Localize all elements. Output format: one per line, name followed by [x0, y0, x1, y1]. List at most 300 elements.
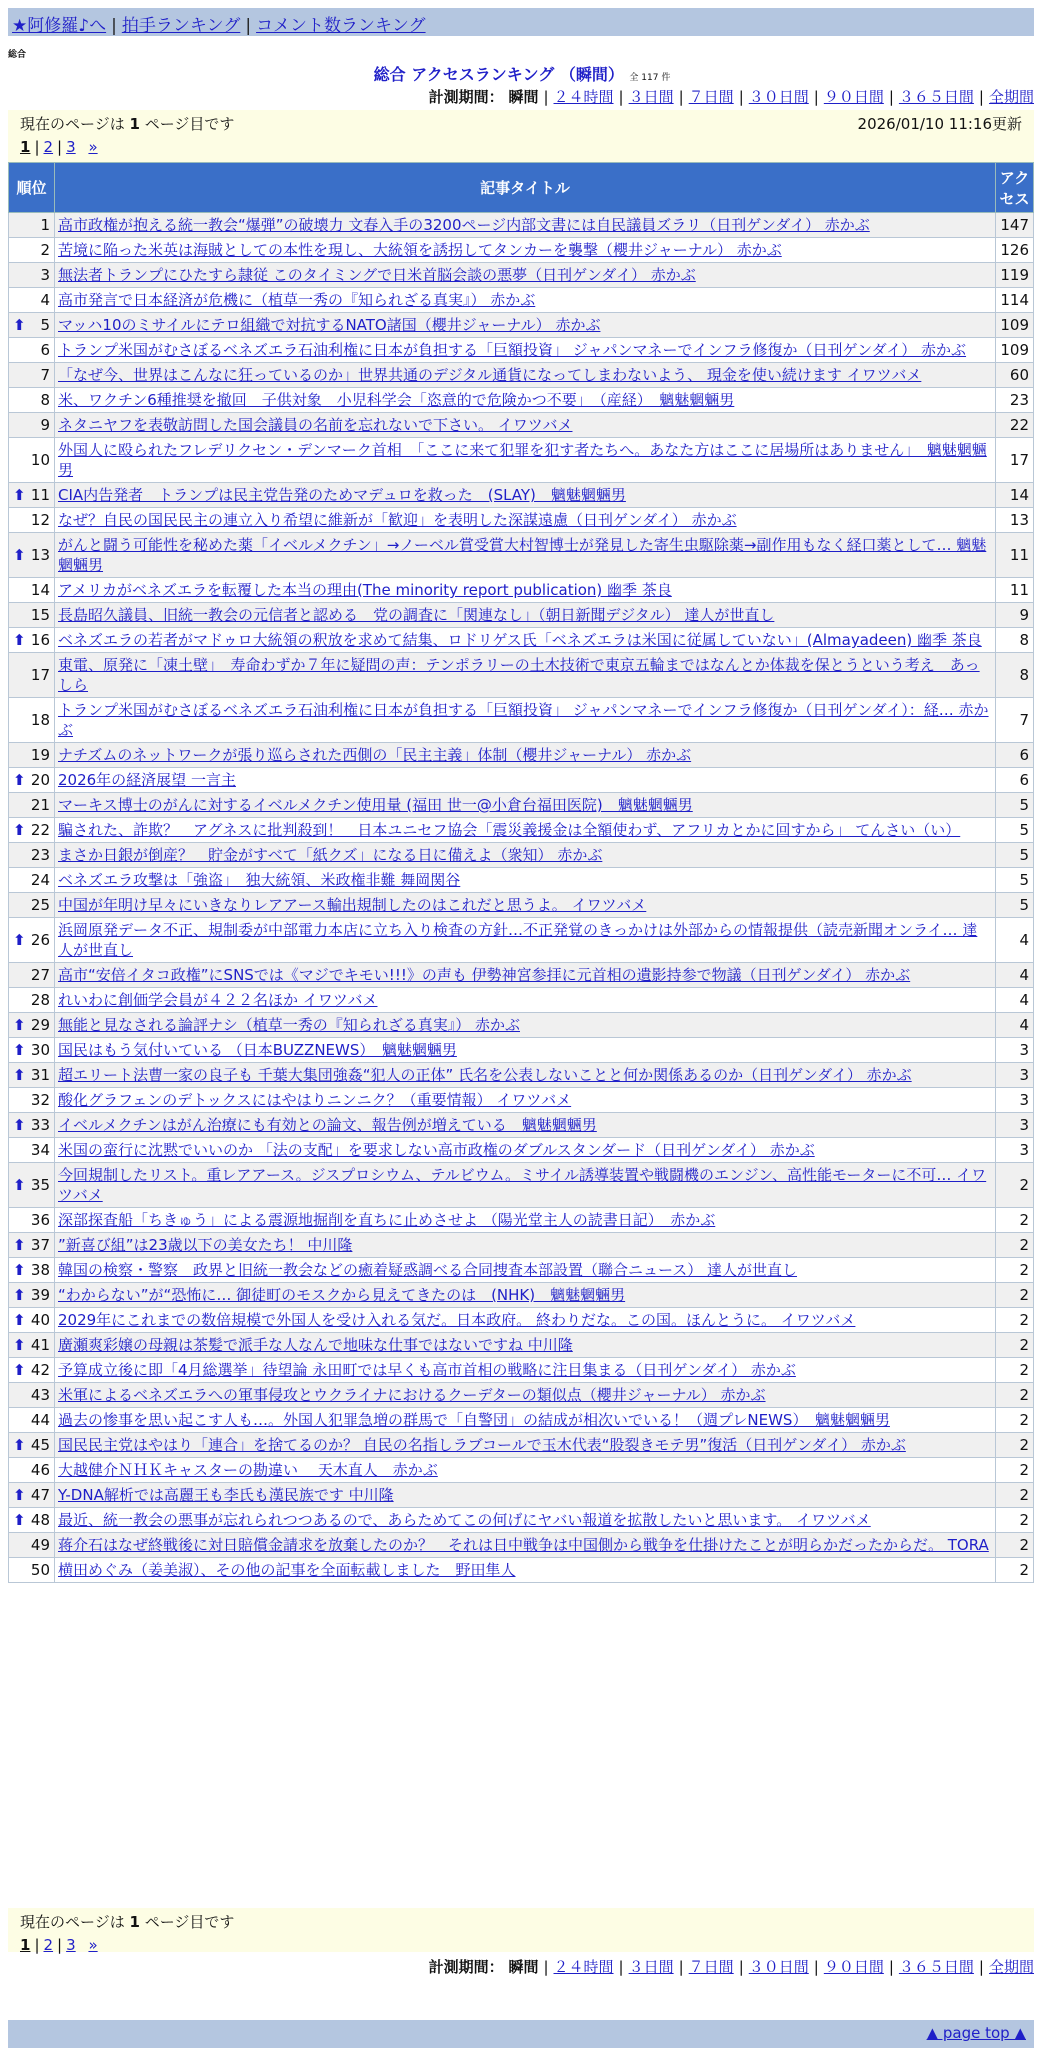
- article-link[interactable]: ”新喜び組”は23歳以下の美女たち！ 中川隆: [58, 1236, 353, 1254]
- title-cell: [55, 1558, 996, 1583]
- title-cell: [55, 338, 996, 363]
- rank-number: 18: [30, 711, 50, 729]
- title-cell: [55, 1283, 996, 1308]
- title-cell: [55, 313, 996, 338]
- title-cell: [55, 363, 996, 388]
- page-title: 総合 アクセスランキング （瞬間）: [373, 65, 624, 84]
- rank-cell: [9, 1088, 55, 1113]
- access-count: 2: [996, 1533, 1034, 1558]
- title-cell: [55, 843, 996, 868]
- access-count: 119: [996, 263, 1034, 288]
- table-row: [9, 1088, 1034, 1113]
- rank-number: 23: [30, 846, 50, 864]
- rank-number: 12: [30, 511, 50, 529]
- rank-cell: [9, 288, 55, 313]
- rank-cell: [9, 313, 55, 338]
- title-cell: [55, 918, 996, 963]
- rank-number: 45: [30, 1436, 50, 1454]
- pager-page-3[interactable]: 3: [66, 138, 76, 156]
- title-cell: [55, 1308, 996, 1333]
- rank-number: 48: [30, 1511, 50, 1529]
- rank-number: 11: [30, 486, 50, 504]
- title-cell: [55, 1088, 996, 1113]
- article-link[interactable]: 予算成立後に即「4月総選挙」待望論 永田町では早くも高市首相の戦略に注目集まる（日刊ゲンダイ） 赤かぶ: [58, 1361, 796, 1379]
- title-cell: [55, 1458, 996, 1483]
- title-cell: [55, 1533, 996, 1558]
- article-link[interactable]: 高市“安倍イタコ政権”にSNSでは《マジでキモい!!!》の声も 伊勢神宮参拝に元首相の遺影持参で物議（日刊ゲンダイ） 赤かぶ: [58, 966, 911, 984]
- total-count: 全 117 件: [629, 73, 671, 83]
- rank-cell: [9, 988, 55, 1013]
- nav-separator: |: [111, 16, 117, 36]
- page-title-block: [0, 62, 1044, 85]
- article-link[interactable]: 過去の惨事を思い起こす人も…。外国人犯罪急増の群馬で「自警団」の結成が相次いでいる！（週プレNEWS） 魑魅魍魎男: [58, 1411, 890, 1429]
- access-count: 4: [996, 918, 1034, 963]
- access-count: 4: [996, 1013, 1034, 1038]
- title-cell: [55, 288, 996, 313]
- rank-up-arrow-icon: ⬆: [13, 1511, 26, 1529]
- access-count: 2: [996, 1508, 1034, 1533]
- period-all-link[interactable]: 全期間: [988, 88, 1034, 106]
- rank-up-arrow-icon: ⬆: [13, 1236, 26, 1254]
- table-row: [9, 388, 1034, 413]
- article-link[interactable]: 浜岡原発データ不正、規制委が中部電力本店に立ち入り検査の方針…不正発覚のきっかけは外部からの情報提供（読売新聞オンライ… 達人が世直し: [58, 921, 978, 959]
- rank-number: 39: [30, 1286, 50, 1304]
- table-row: [9, 1208, 1034, 1233]
- rank-number: 6: [40, 341, 50, 359]
- rank-up-arrow-icon: ⬆: [13, 1116, 26, 1134]
- title-cell: [55, 628, 996, 653]
- access-count: 2: [996, 1358, 1034, 1383]
- access-count: 3: [996, 1138, 1034, 1163]
- period-selector-top: 計測期間： 瞬間 | ２４時間 | ３日間 | ７日間 | ３０日間 | ９０日間 | ３６５日間 | 全期間: [428, 88, 1034, 106]
- table-row: [9, 1163, 1034, 1208]
- period-7d-link[interactable]: ７日間: [688, 1958, 734, 1976]
- rank-number: 35: [30, 1176, 50, 1194]
- rank-cell: [9, 1258, 55, 1283]
- table-row: [9, 438, 1034, 483]
- rank-number: 24: [30, 871, 50, 889]
- current-page-text: 現在のページは 1 ページ目です: [20, 115, 235, 133]
- pager-page-2[interactable]: 2: [43, 138, 54, 156]
- table-row: [9, 768, 1034, 793]
- rank-number: 44: [30, 1411, 50, 1429]
- rank-number: 20: [30, 771, 50, 789]
- pager-top: 1 | 2 | 3 »: [20, 138, 98, 156]
- rank-number: 14: [30, 581, 50, 599]
- access-count: 8: [996, 628, 1034, 653]
- title-cell: [55, 1233, 996, 1258]
- rank-cell: [9, 743, 55, 768]
- rank-up-arrow-icon: ⬆: [13, 1486, 26, 1504]
- rank-cell: [9, 1113, 55, 1138]
- rank-cell: [9, 438, 55, 483]
- rank-cell: [9, 918, 55, 963]
- rank-number: 37: [30, 1236, 50, 1254]
- article-link[interactable]: 中国が年明け早々にいきなりレアアース輸出規制したのはこれだと思うよ。 イワツバメ: [58, 896, 647, 914]
- article-link[interactable]: トランプ米国がむさぼるベネズエラ石油利権に日本が負担する「巨額投資」 ジャパンマネーでインフラ修復か（日刊ゲンダイ）：経… 赤かぶ: [58, 701, 989, 739]
- title-cell: [55, 483, 996, 508]
- article-link[interactable]: 廣瀬爽彩嬢の母親は茶髪で派手な人なんで地味な仕事ではないですね 中川隆: [58, 1336, 573, 1354]
- article-link[interactable]: 酸化グラフェンのデトックスにはやはりニンニク？（重要情報） イワツバメ: [58, 1091, 572, 1109]
- rank-cell: [9, 388, 55, 413]
- rank-cell: [9, 1138, 55, 1163]
- access-count: 7: [996, 698, 1034, 743]
- period-90d-link[interactable]: ９０日間: [823, 1958, 884, 1976]
- rank-cell: [9, 413, 55, 438]
- rank-up-arrow-icon: ⬆: [13, 771, 26, 789]
- rank-up-arrow-icon: ⬆: [13, 1286, 26, 1304]
- table-row: [9, 338, 1034, 363]
- article-link[interactable]: 国民民主党はやはり「連合」を捨てるのか？ 自民の名指しラブコールで玉木代表“股裂きモテ男”復活（日刊ゲンダイ） 赤かぶ: [58, 1436, 906, 1454]
- table-row: [9, 1138, 1034, 1163]
- article-link[interactable]: 長島昭久議員、旧統一教会の元信者と認める 党の調査に「関連なし」（朝日新聞デジタル） 達人が世直し: [58, 606, 775, 624]
- article-link[interactable]: 深部探査船「ちきゅう」による震源地掘削を直ちに止めさせよ （陽光堂主人の読書日記） 赤かぶ: [58, 1211, 716, 1229]
- article-link[interactable]: 東電、原発に「凍土壁」 寿命わずか７年に疑問の声：テンポラリーの土木技術で東京五輪まではなんとか体裁を保とうという考え あっしら: [58, 656, 980, 694]
- table-row: [9, 508, 1034, 533]
- access-count: 6: [996, 768, 1034, 793]
- title-cell: [55, 508, 996, 533]
- rank-number: 46: [30, 1461, 50, 1479]
- rank-number: 5: [40, 316, 50, 334]
- rank-cell: [9, 963, 55, 988]
- title-cell: [55, 413, 996, 438]
- article-link[interactable]: 高市政権が抱える統一教会“爆弾”の破壊力 文春入手の3200ページ内部文書には自民議員ズラリ（日刊ゲンダイ） 赤かぶ: [58, 216, 870, 234]
- table-row: [9, 1013, 1034, 1038]
- article-link[interactable]: “わからない”が“恐怖に… 御徒町のモスクから見えてきたのは (NHK) 魑魅魍魎男: [58, 1286, 626, 1304]
- rank-number: 13: [30, 546, 50, 564]
- access-count: 3: [996, 1038, 1034, 1063]
- access-count: 5: [996, 893, 1034, 918]
- rank-number: 7: [40, 366, 50, 384]
- period-24h-link[interactable]: ２４時間: [553, 1958, 614, 1976]
- access-count: 147: [996, 213, 1034, 238]
- title-cell: [55, 438, 996, 483]
- table-row: [9, 1358, 1034, 1383]
- table-row: [9, 1533, 1034, 1558]
- access-count: 5: [996, 793, 1034, 818]
- title-cell: [55, 768, 996, 793]
- title-cell: [55, 388, 996, 413]
- article-link[interactable]: 最近、統一教会の悪事が忘れられつつあるので、あらためてこの何げにヤバい報道を拡散したいと思います。 イワツバメ: [58, 1511, 871, 1529]
- title-cell: [55, 1383, 996, 1408]
- rank-cell: [9, 868, 55, 893]
- rank-number: 30: [30, 1041, 50, 1059]
- rank-header: 順位: [9, 163, 55, 213]
- article-link[interactable]: ネタニヤフを表敬訪問した国会議員の名前を忘れないで下さい。 イワツバメ: [58, 416, 573, 434]
- title-cell: [55, 698, 996, 743]
- article-link[interactable]: 無法者トランプにひたすら隷従 このタイミングで日米首脳会談の悪夢（日刊ゲンダイ） 赤かぶ: [58, 266, 696, 284]
- period-30d-link[interactable]: ３０日間: [748, 88, 809, 106]
- access-count: 2: [996, 1483, 1034, 1508]
- article-link[interactable]: マッハ10のミサイルにテロ組織で対抗するNATO諸国（櫻井ジャーナル） 赤かぶ: [58, 316, 601, 334]
- table-row: [9, 533, 1034, 578]
- article-link[interactable]: 無能と見なされる論評ナシ（植草一秀の『知られざる真実』） 赤かぶ: [58, 1016, 520, 1034]
- page-info-top: [8, 110, 1034, 162]
- title-cell: [55, 1063, 996, 1088]
- article-link[interactable]: 横田めぐみ（姜美淑）、その他の記事を全面転載しました 野田隼人: [58, 1561, 516, 1579]
- rank-cell: [9, 1333, 55, 1358]
- rank-number: 21: [30, 796, 50, 814]
- rank-number: 8: [40, 391, 50, 409]
- rank-cell: [9, 768, 55, 793]
- table-row: [9, 793, 1034, 818]
- title-cell: [55, 1333, 996, 1358]
- rank-number: 15: [30, 606, 50, 624]
- article-link[interactable]: がんと闘う可能性を秘めた薬「イベルメクチン」→ノーベル賞受賞大村智博士が発見した寄生虫駆除薬→副作用もなく経口薬として… 魑魅魍魎男: [58, 536, 987, 574]
- article-link[interactable]: 超エリート法曹一家の良子も 千葉大集団強姦“犯人の正体” 氏名を公表しないことと何か関係あるのか（日刊ゲンダイ） 赤かぶ: [58, 1066, 912, 1084]
- access-count: 4: [996, 963, 1034, 988]
- nav-comment-ranking-link[interactable]: コメント数ランキング: [256, 16, 426, 36]
- article-link[interactable]: アメリカがベネズエラを転覆した本当の理由(The minority report publication) 幽季 茶良: [58, 581, 672, 599]
- rank-number: 50: [30, 1561, 50, 1579]
- rank-cell: [9, 238, 55, 263]
- access-count: 22: [996, 413, 1034, 438]
- nav-asyura-home-link[interactable]: ★阿修羅♪へ: [12, 16, 107, 36]
- table-row: [9, 988, 1034, 1013]
- article-link[interactable]: 米、ワクチン6種推奨を撤回 子供対象 小児科学会「恣意的で危険かつ不要」 （産経） 魑魅魍魎男: [58, 391, 735, 409]
- access-count: 11: [996, 533, 1034, 578]
- nav-applause-ranking-link[interactable]: 拍手ランキング: [121, 16, 241, 36]
- rank-cell: [9, 1433, 55, 1458]
- rank-up-arrow-icon: ⬆: [13, 1016, 26, 1034]
- rank-cell: [9, 533, 55, 578]
- period-7d-link[interactable]: ７日間: [688, 88, 734, 106]
- rank-number: 10: [30, 451, 50, 469]
- article-link[interactable]: 米国の蛮行に沈黙でいいのか 「法の支配」を要求しない高市政権のダブルスタンダード（日刊ゲンダイ） 赤かぶ: [58, 1141, 815, 1159]
- access-count: 13: [996, 508, 1034, 533]
- pager-next[interactable]: »: [88, 138, 98, 156]
- rank-cell: [9, 843, 55, 868]
- title-cell: [55, 533, 996, 578]
- article-link[interactable]: なぜ？自民の国民民主の連立入り希望に維新が「歓迎」を表明した深謀遠慮（日刊ゲンダイ） 赤かぶ: [58, 511, 737, 529]
- table-row: [9, 1383, 1034, 1408]
- access-count: 3: [996, 1113, 1034, 1138]
- category-label: 総合: [8, 50, 27, 60]
- rank-number: 3: [40, 266, 50, 284]
- period-3d-link[interactable]: ３日間: [628, 88, 674, 106]
- title-cell: [55, 1138, 996, 1163]
- article-link[interactable]: 今回規制したリスト。重レアアース。ジスプロシウム、テルビウム。ミサイル誘導装置や戦闘機のエンジン、高性能モーターに不可… イワツバメ: [58, 1166, 987, 1204]
- rank-up-arrow-icon: ⬆: [13, 1336, 26, 1354]
- access-count: 3: [996, 1088, 1034, 1113]
- rank-number: 29: [30, 1016, 50, 1034]
- access-count: 2: [996, 1308, 1034, 1333]
- table-row: [9, 628, 1034, 653]
- title-cell: [55, 1358, 996, 1383]
- access-count: 11: [996, 578, 1034, 603]
- rank-cell: [9, 603, 55, 628]
- title-cell: [55, 1013, 996, 1038]
- rank-cell: [9, 1013, 55, 1038]
- rank-cell: [9, 1283, 55, 1308]
- article-link[interactable]: 米軍によるベネズエラへの軍事侵攻とウクライナにおけるクーデターの類似点（櫻井ジャーナル） 赤かぶ: [58, 1386, 766, 1404]
- table-row: [9, 1283, 1034, 1308]
- access-count: 5: [996, 868, 1034, 893]
- table-row: [9, 1233, 1034, 1258]
- rank-up-arrow-icon: ⬆: [13, 316, 26, 334]
- title-cell: [55, 1208, 996, 1233]
- rank-number: 43: [30, 1386, 50, 1404]
- rank-number: 31: [30, 1066, 50, 1084]
- access-count: 2: [996, 1558, 1034, 1583]
- table-row: [9, 1038, 1034, 1063]
- rank-cell: [9, 263, 55, 288]
- rank-cell: [9, 1233, 55, 1258]
- access-count: 5: [996, 818, 1034, 843]
- table-row: [9, 313, 1034, 338]
- rank-number: 2: [40, 241, 50, 259]
- rank-number: 25: [30, 896, 50, 914]
- top-nav-bar: [8, 8, 1034, 36]
- pager-page-3[interactable]: 3: [66, 1936, 76, 1954]
- period-3d-link[interactable]: ３日間: [628, 1958, 674, 1976]
- rank-number: 26: [30, 931, 50, 949]
- access-count: 3: [996, 1063, 1034, 1088]
- updated-timestamp: 2026/01/10 11:16更新: [857, 115, 1022, 133]
- period-365d-link[interactable]: ３６５日間: [898, 1958, 974, 1976]
- access-count: 8: [996, 653, 1034, 698]
- rank-cell: [9, 483, 55, 508]
- article-link[interactable]: 韓国の検察・警察 政界と旧統一教会などの癒着疑惑調べる合同捜査本部設置（聯合ニュース） 達人が世直し: [58, 1261, 798, 1279]
- rank-cell: [9, 698, 55, 743]
- period-label: 計測期間：: [428, 88, 504, 106]
- pager-next[interactable]: »: [88, 1936, 98, 1954]
- table-row: [9, 653, 1034, 698]
- rank-cell: [9, 1038, 55, 1063]
- table-row: [9, 363, 1034, 388]
- table-row: [9, 603, 1034, 628]
- rank-number: 40: [30, 1311, 50, 1329]
- ranking-table: [8, 162, 1034, 1583]
- article-link[interactable]: 蒋介石はなぜ終戦後に対日賠償金請求を放棄したのか？ それは日中戦争は中国側から戦争を仕掛けたことが明らかだったからだ。 TORA: [58, 1536, 989, 1554]
- article-link[interactable]: イベルメクチンはがん治療にも有効との論文、報告例が増えている 魑魅魍魎男: [58, 1116, 597, 1134]
- rank-cell: [9, 1508, 55, 1533]
- table-row: [9, 578, 1034, 603]
- access-count: 2: [996, 1408, 1034, 1433]
- rank-cell: [9, 1558, 55, 1583]
- article-link[interactable]: ナチズムのネットワークが張り巡らされた西側の「民主主義」体制（櫻井ジャーナル） 赤かぶ: [58, 746, 692, 764]
- title-cell: [55, 238, 996, 263]
- period-current: 瞬間: [508, 88, 539, 106]
- table-row: [9, 288, 1034, 313]
- rank-up-arrow-icon: ⬆: [13, 931, 26, 949]
- table-row: [9, 743, 1034, 768]
- access-count: 2: [996, 1433, 1034, 1458]
- article-link[interactable]: Y-DNA解析では高麗王も李氏も漢民族です 中川隆: [58, 1486, 394, 1504]
- access-count: 2: [996, 1383, 1034, 1408]
- rank-number: 33: [30, 1116, 50, 1134]
- period-24h-link[interactable]: ２４時間: [553, 88, 614, 106]
- period-selector-bottom: 計測期間： 瞬間 | ２４時間 | ３日間 | ７日間 | ３０日間 | ９０日間 | ３６５日間 | 全期間: [428, 1958, 1034, 1976]
- article-link[interactable]: ベネズエラの若者がマドゥロ大統領の釈放を求めて結集、ロドリゲス氏「ベネズエラは米国に従属していない」(Almayadeen) 幽季 茶良: [58, 631, 982, 649]
- rank-up-arrow-icon: ⬆: [13, 1066, 26, 1084]
- article-link[interactable]: 大越健介ＮＨＫキャスターの勘違い 天木直人 赤かぶ: [58, 1461, 438, 1479]
- title-cell: [55, 1483, 996, 1508]
- table-row: [9, 918, 1034, 963]
- table-row: [9, 818, 1034, 843]
- article-link[interactable]: 「なぜ今、世界はこんなに狂っているのか」世界共通のデジタル通貨になってしまわないよう、 現金を使い続けます イワツバメ: [58, 366, 922, 384]
- rank-cell: [9, 578, 55, 603]
- title-cell: [55, 1113, 996, 1138]
- article-link[interactable]: CIA内告発者 トランプは民主党告発のためマデュロを救った (SLAY) 魑魅魍魎男: [58, 486, 626, 504]
- rank-number: 47: [30, 1486, 50, 1504]
- period-label: 計測期間：: [428, 1958, 504, 1976]
- table-row: [9, 1408, 1034, 1433]
- rank-cell: [9, 1483, 55, 1508]
- article-link[interactable]: 高市発言で日本経済が危機に（植草一秀の『知られざる真実』） 赤かぶ: [58, 291, 536, 309]
- rank-cell: [9, 1383, 55, 1408]
- access-count: 109: [996, 313, 1034, 338]
- access-count: 14: [996, 483, 1034, 508]
- article-link[interactable]: 外国人に殴られたフレデリクセン・デンマーク首相 「ここに来て犯罪を犯す者たちへ。あなた方はここに居場所はありません」 魑魅魍魎男: [58, 441, 987, 479]
- rank-up-arrow-icon: ⬆: [13, 1436, 26, 1454]
- access-count: 6: [996, 743, 1034, 768]
- rank-up-arrow-icon: ⬆: [13, 1311, 26, 1329]
- period-current: 瞬間: [508, 1958, 539, 1976]
- table-row: [9, 238, 1034, 263]
- title-cell: [55, 1038, 996, 1063]
- access-count: 2: [996, 1258, 1034, 1283]
- rank-cell: [9, 1533, 55, 1558]
- rank-up-arrow-icon: ⬆: [13, 1361, 26, 1379]
- ranking-rows: [9, 213, 1034, 1583]
- access-count: 23: [996, 388, 1034, 413]
- rank-cell: [9, 1408, 55, 1433]
- article-link[interactable]: マーキス博士のがんに対するイベルメクチン使用量 (福田 世一@小倉台福田医院) 魑魅魍魎男: [58, 796, 693, 814]
- title-cell: [55, 1258, 996, 1283]
- article-link[interactable]: ベネズエラ攻撃は「強盗」 独大統領、米政権非難 舞岡関谷: [58, 871, 461, 889]
- access-count: 4: [996, 988, 1034, 1013]
- title-cell: [55, 818, 996, 843]
- article-link[interactable]: 国民はもう気付いている （日本BUZZNEWS） 魑魅魍魎男: [58, 1041, 457, 1059]
- table-row: [9, 1258, 1034, 1283]
- table-row: [9, 1113, 1034, 1138]
- rank-number: 38: [30, 1261, 50, 1279]
- article-link[interactable]: 2026年の経済展望 一言主: [58, 771, 236, 789]
- rank-number: 19: [30, 746, 50, 764]
- title-cell: [55, 263, 996, 288]
- rank-cell: [9, 1063, 55, 1088]
- period-90d-link[interactable]: ９０日間: [823, 88, 884, 106]
- rank-number: 32: [30, 1091, 50, 1109]
- rank-up-arrow-icon: ⬆: [13, 821, 26, 839]
- title-cell: [55, 603, 996, 628]
- period-all-link[interactable]: 全期間: [988, 1958, 1034, 1976]
- rank-up-arrow-icon: ⬆: [13, 1041, 26, 1059]
- article-link[interactable]: まさか日銀が倒産？ 貯金がすべて「紙クズ」になる日に備えよ（衆知） 赤かぶ: [58, 846, 603, 864]
- period-30d-link[interactable]: ３０日間: [748, 1958, 809, 1976]
- period-365d-link[interactable]: ３６５日間: [898, 88, 974, 106]
- table-row: [9, 698, 1034, 743]
- title-cell: [55, 1433, 996, 1458]
- table-row: [9, 868, 1034, 893]
- article-link[interactable]: 2029年にこれまでの数倍規模で外国人を受け入れる気だ。日本政府。 終わりだな。この国。ほんとうに。 イワツバメ: [58, 1311, 856, 1329]
- rank-number: 1: [40, 216, 50, 234]
- access-count: 5: [996, 843, 1034, 868]
- rank-number: 9: [40, 416, 50, 434]
- rank-cell: [9, 653, 55, 698]
- article-link[interactable]: 騙された、詐欺？ アグネスに批判殺到！ 日本ユニセフ協会「震災義援金は全額使わず、アフリカとかに回すから」 てんさい（い）: [58, 821, 961, 839]
- article-link[interactable]: トランプ米国がむさぼるベネズエラ石油利権に日本が負担する「巨額投資」 ジャパンマネーでインフラ修復か（日刊ゲンダイ） 赤かぶ: [58, 341, 967, 359]
- article-link[interactable]: 苦境に陥った米英は海賊としての本性を現し、大統領を誘拐してタンカーを襲撃（櫻井ジャーナル） 赤かぶ: [58, 241, 782, 259]
- article-link[interactable]: れいわに創価学会員が４２２名ほか イワツバメ: [58, 991, 378, 1009]
- access-count: 114: [996, 288, 1034, 313]
- page-top-link[interactable]: ▲ page top ▲: [926, 2024, 1026, 2042]
- access-count: 2: [996, 1208, 1034, 1233]
- pager-page-2[interactable]: 2: [43, 1936, 54, 1954]
- rank-up-arrow-icon: ⬆: [13, 1261, 26, 1279]
- rank-up-arrow-icon: ⬆: [13, 486, 26, 504]
